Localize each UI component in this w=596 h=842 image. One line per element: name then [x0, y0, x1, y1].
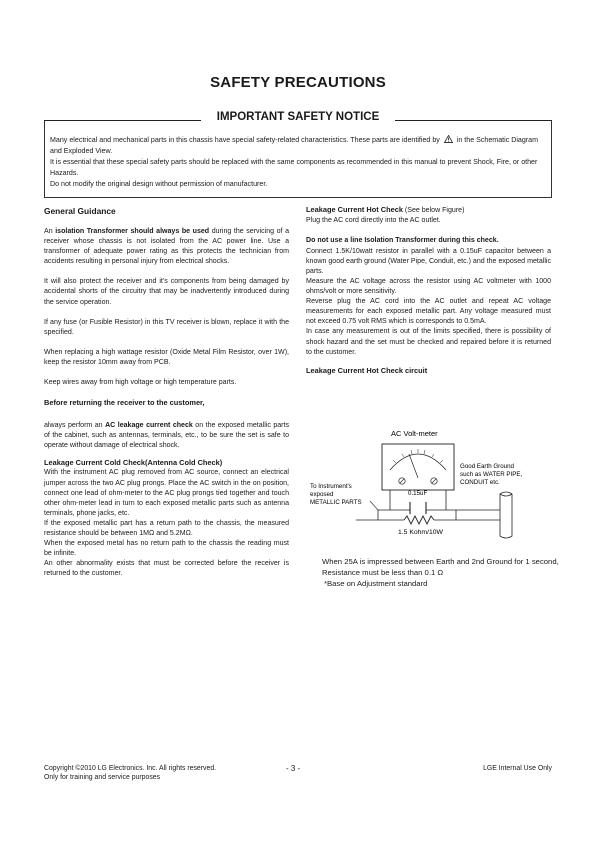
capacitor-icon: [410, 502, 426, 514]
hot-check-heading-line: [306, 205, 551, 216]
notice-line-1-after: in the Schematic Diagram and Exploded View.: [50, 136, 539, 155]
hot-check-heading-note: (See below Figure): [404, 207, 465, 214]
earth-ground-pipe-icon: [500, 492, 512, 538]
circuit-wiring: [356, 490, 500, 520]
left-label-pointer: [370, 501, 378, 510]
ac-voltmeter-icon: [382, 444, 454, 490]
circuit-caption-line-2: *Base on Adjustment standard: [324, 579, 428, 588]
meter-label: AC Volt-meter: [391, 429, 438, 438]
left-label-line-1: To Instrument's: [310, 483, 352, 490]
training-text: Only for training and service purposes: [44, 774, 161, 781]
guidance-para-3: If any fuse (or Fusible Resistor) in this TV receiver is blown, replace it with the specified.: [44, 318, 289, 336]
circuit-caption-line-1: When 25A is impressed between Earth and 2nd Ground for 1 second, Resistance must be less than 0.1 Ω: [322, 557, 559, 577]
safety-notice-box: [44, 121, 552, 198]
guidance-para-4: When replacing a high wattage resistor (Oxide Metal Film Resistor, over 1W), keep the resistor 10mm away from PCB.: [44, 348, 289, 366]
leakage-hot-check-circuit-diagram: [306, 408, 556, 548]
notice-line-1-before: Many electrical and mechanical parts in this chassis have special safety-related characteristics. These parts are identified by: [50, 136, 440, 144]
cold-check-para-2: If the exposed metallic part has a return path to the chassis, the measured resistance should be between 1MΩ and 5.2MΩ.: [44, 519, 289, 537]
right-label-line-3: CONDUIT etc.: [460, 479, 500, 486]
hot-check-para-5: In case any measurement is out of the limits specified, there is possibility of shock hazard and the set must be checked and repaired before it is returned to the customer.: [306, 328, 551, 356]
resistor-icon: [404, 516, 434, 524]
hot-check-para-3: Measure the AC voltage across the resistor using AC voltmeter with 1000 ohms/volt or more sensitivity.: [306, 277, 551, 296]
before-returning-post: on the exposed metallic parts of the cabinet, such as antennas, terminals, etc., to be sure the set is safe to operate without damage of electrical shock.: [44, 421, 290, 449]
general-guidance-heading: General Guidance: [44, 206, 116, 216]
cold-check-para-4: An other abnormality exists that must be corrected before the receiver is returned to the customer.: [44, 560, 289, 578]
hot-check-para-4: Reverse plug the AC cord into the AC outlet and repeat AC voltage measurements for each exposed metallic part. Any voltage measured must not exceed 0.75 volt RMS which is corresponds to 0.5mA.: [306, 298, 551, 326]
circuit-heading: Leakage Current Hot Check circuit: [306, 365, 428, 375]
hot-check-para-2: Connect 1.5K/10watt resistor in parallel with a 0.15uF capacitor between a known good earth ground (Water Pipe, Conduit, etc.) and the exposed metallic parts.: [306, 247, 551, 275]
before-returning-pre: always perform an: [44, 421, 103, 429]
left-label-line-2: exposed: [310, 491, 334, 498]
guidance-para-2: It will also protect the receiver and it's components from being damaged by accidental shorts of the circuitry that may be inadvertently introduced during the service operation.: [44, 278, 289, 306]
hot-check-warning: Do not use a line Isolation Transformer during this check.: [306, 237, 499, 245]
notice-line-3: Do not modify the original design without permission of manufacturer.: [50, 180, 268, 188]
isolation-transformer-emphasis: isolation Transformer should always be used: [55, 228, 210, 235]
left-column: [44, 205, 289, 579]
circuit-caption: [322, 556, 562, 589]
left-label-line-3: METALLIC PARTS: [310, 499, 362, 506]
hot-check-heading: Leakage Current Hot Check: [306, 205, 403, 214]
guidance-para-1: [44, 227, 289, 267]
page-number: - 3 -: [286, 764, 301, 773]
footer-left: [44, 764, 216, 782]
right-column: [306, 205, 551, 376]
right-label-line-1: Good Earth Ground: [460, 463, 515, 470]
guidance-para-1-pre: An: [44, 228, 53, 235]
notice-line-2: It is essential that these special safety parts should be replaced with the same components as recommended in this manual to prevent Shock, Fire, or other Hazards.: [50, 158, 538, 177]
page-title: SAFETY PRECAUTIONS: [210, 74, 386, 91]
notice-title: IMPORTANT SAFETY NOTICE: [216, 111, 380, 123]
before-returning-heading: Before returning the receiver to the customer,: [44, 398, 205, 408]
before-returning-para: [44, 421, 289, 451]
guidance-para-1-post: during the servicing of a receiver whose chassis is not isolated from the AC power line. Use a transformer of adequate power rating as this protects the technician from accidents resulting in personal injury from electrical shocks.: [44, 228, 290, 266]
right-label-line-2: such as WATER PIPE,: [460, 471, 523, 478]
notice-line-1: [50, 135, 545, 157]
cold-check-heading: Leakage Current Cold Check(Antenna Cold Check): [44, 457, 223, 467]
cold-check-para-3: When the exposed metal has no return path to the chassis the reading must be infinite.: [44, 540, 289, 558]
internal-use-label: LGE Internal Use Only: [483, 765, 552, 772]
copyright-text: Copyright ©2010 LG Electronics. Inc. All rights reserved.: [44, 765, 217, 772]
cold-check-para-1: With the instrument AC plug removed from AC source, connect an electrical jumper across the two AC plug prongs. Place the AC switch in the on position, connect one lead of ohm-meter to the AC plug prongs tied together and touch other ohm-meter lead in turn to each exposed metallic parts such as antenna terminals, phone jacks, etc.: [44, 469, 289, 517]
resistor-label: 1.5 Kohm/10W: [398, 529, 443, 536]
capacitor-label: 0.15uF: [408, 490, 428, 497]
hot-check-para-1: Plug the AC cord directly into the AC outlet.: [306, 217, 441, 225]
guidance-para-5: Keep wires away from high voltage or high temperature parts.: [44, 379, 237, 387]
warning-triangle-icon: [444, 135, 453, 143]
ac-leakage-check-emphasis: AC leakage current check: [105, 421, 193, 429]
